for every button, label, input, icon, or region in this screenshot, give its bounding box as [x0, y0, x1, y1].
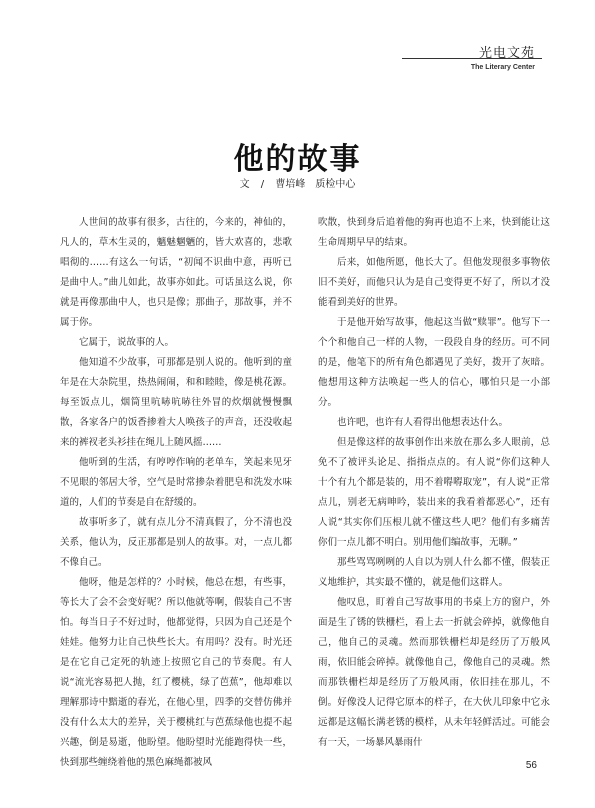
column-name-en: The Literary Center [470, 64, 535, 71]
header-rule [402, 58, 542, 59]
paragraph: 他呀，他是怎样的？小时候，他总在想，有些事，等长大了会不会变好呢？所以他就等啊，假装自己不害怕。每当日子不好过时，他都觉得，只因为自己还是个娃娃。他努力让自己快些长大。有用吗？没有。时光还是在它自己定死的轨迹上按照它自己的节奏爬。有人说“流光容易把人抛，红了樱桃，绿了芭蕉”，他却难以理解那诗中黯逝的春光，在他心里，四季的交替仿佛并没有什么太大的差异，关于樱桃红与芭蕉绿他也提不起兴趣，倒是易逝，他盼望。他盼望时光能跑得快一些，快到那些缠绕着他的黑色麻绳都被风 [60, 577, 292, 768]
paragraph: 后来，如他所愿，他长大了。但他发现很多事物依旧不美好，而他只认为是自己变得更不好了，所以才没能看到美好的世界。 [318, 257, 550, 308]
paragraph: 于是他开始写故事，他起这当做“赎罪”。他写下一个个和他自己一样的人物，一段段自身的经历。可不同的是，他笔下的所有角色都遇见了美好，拨开了灰暗。他想用这种方法唤起一些人的信心，哪怕只是一小部分。 [318, 317, 550, 408]
paragraph: 那些骂骂咧咧的人自以为别人什么都不懂，假装正义地维护，其实最不懂的，就是他们这群人。 [318, 557, 550, 588]
paragraph: 他叹息，盯着自己写故事用的书桌上方的窗户，外面是生了锈的铁栅栏，看上去一折就会碎掉，就像他自己，他自己的灵魂。然而那铁栅栏却是经历了万般风雨，依旧能会碎掉。就像他自己，像他自己的灵魂。然而那铁栅栏却是经历了万般风雨，依旧挂在那儿，不倒。好像没人记得它原本的样子，在大伙儿印象中它永远都是这幅长满老锈的模样，从未年轻鲜活过。可能会有一天，一场暴风暴雨什 [318, 597, 550, 748]
left-column [60, 213, 292, 773]
paragraph: 但是像这样的故事创作出来放在那么多人眼前，总免不了被评头论足、指指点点的。有人说“你们这种人十个有九个都是装的，用不着嘚嘚取宠”，有人说“正常点儿，别老无病呻吟，装出来的我看着都恶心”，还有人说“其实你们压根儿就不懂这些人吧？他们有多痛苦你们一点儿都不明白。别用他们编故事，无聊。” [318, 437, 550, 548]
paragraph: 故事听多了，就有点儿分不清真假了，分不清也没关系，他认为，反正那都是别人的故事。对，一点儿都不像自己。 [60, 517, 292, 568]
column-name: 光电文苑 [478, 46, 535, 61]
paragraph: 它属于，说故事的人。 [79, 337, 175, 348]
column-header [471, 42, 535, 71]
paragraph: 吹散，快到身后追着他的狗再也追不上来，快到能让这生命周期早早的结束。 [318, 217, 550, 248]
paragraph: 人世间的故事有很多，古往的，今来的，神仙的，凡人的，草木生灵的，魑魅魍魉的，皆大欢喜的，悲歌唱彻的……有这么一句话，“初闻不识曲中意，再听已是曲中人。”曲儿如此，故事亦如此。可话虽这么说，你就是再像那曲中人，也只是像；那曲子，那故事，并不属于你。 [60, 217, 292, 328]
right-column [318, 213, 550, 753]
article-title: 他的故事 [233, 142, 362, 177]
article-byline: 文 / 曹培峰 质检中心 [239, 179, 356, 190]
page-number: 56 [525, 760, 537, 771]
paragraph: 也许吧，也许有人看得出他想表达什么。 [337, 417, 509, 428]
paragraph: 他知道不少故事，可那都是别人说的。他听到的童年是在大杂院里，热热闹闹，和和睦睦，像是桃花源。每至饭点儿，烟筒里吭哧吭哧往外冒的炊烟就慢慢飘散，各家各户的饭香掺着大人唤孩子的声音，还没收起来的裤衩老头衫挂在绳儿上随风摇…… [60, 357, 292, 448]
paragraph: 他听到的生活，有哼哼作响的老单车，笑起来见牙不见眼的邻居大爷，空气是时常掺杂着肥皂和洗发水味道的，人们的节奏是自在舒缓的。 [60, 457, 292, 508]
